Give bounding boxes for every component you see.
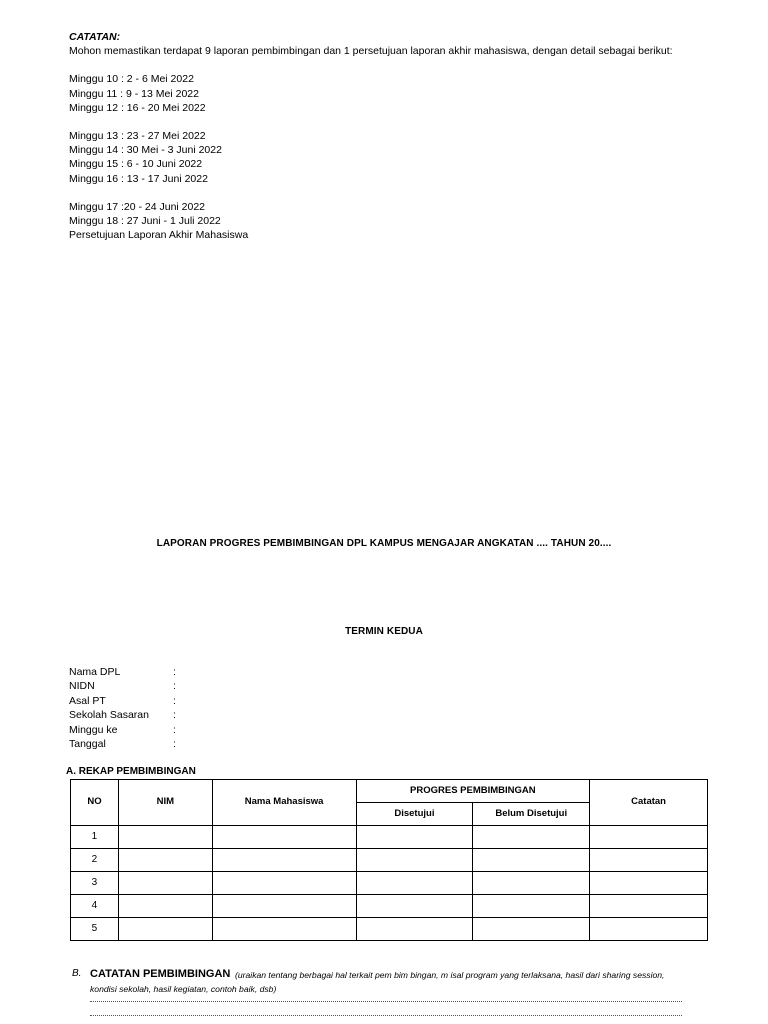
- cell-nama: [212, 872, 356, 895]
- cell-nim: [118, 849, 212, 872]
- week-line: Minggu 10 : 2 - 6 Mei 2022: [69, 73, 194, 86]
- cell-belum: [473, 872, 590, 895]
- cell-nim: [118, 895, 212, 918]
- cell-catatan: [590, 918, 708, 941]
- row-number: 2: [71, 849, 119, 872]
- header-nama-mahasiswa: Nama Mahasiswa: [212, 780, 356, 826]
- cell-catatan: [590, 826, 708, 849]
- rekap-table: [70, 779, 708, 941]
- header-catatan: Catatan: [590, 780, 708, 826]
- cell-catatan: [590, 895, 708, 918]
- table-row: [71, 918, 708, 941]
- field-colon: :: [173, 694, 176, 707]
- cell-belum: [473, 918, 590, 941]
- field-colon: :: [173, 680, 176, 693]
- cell-disetujui: [356, 849, 473, 872]
- row-number: 1: [71, 826, 119, 849]
- field-label: NIDN: [69, 680, 95, 693]
- termin-title: TERMIN KEDUA: [345, 626, 423, 637]
- week-line: Minggu 14 : 30 Mei - 3 Juni 2022: [69, 144, 222, 157]
- row-number: 4: [71, 895, 119, 918]
- notes-intro: Mohon memastikan terdapat 9 laporan pembimbingan dan 1 persetujuan laporan akhir mahasiswa, dengan detail sebagai berikut:: [69, 45, 673, 58]
- field-tanggal: [69, 737, 269, 751]
- field-nidn: [69, 679, 269, 693]
- field-colon: :: [173, 709, 176, 722]
- week-line: Persetujuan Laporan Akhir Mahasiswa: [69, 229, 249, 242]
- field-colon: :: [173, 666, 176, 678]
- notes-block: [69, 30, 729, 242]
- cell-nim: [118, 918, 212, 941]
- cell-nim: [118, 826, 212, 849]
- week-line: Minggu 18 : 27 Juni - 1 Juli 2022: [69, 215, 221, 228]
- section-b-description: (uraikan tentang berbagai hal terkait pem bim bingan, m isal program yang terlaksana, hasil dari sharing session, kondisi sekolah, hasil kegiatan, contoh baik, dsb): [90, 970, 665, 994]
- field-label: Nama DPL: [69, 666, 121, 678]
- cell-disetujui: [356, 895, 473, 918]
- field-nama-dpl: [69, 665, 269, 679]
- cell-disetujui: [356, 872, 473, 895]
- field-label: Minggu ke: [69, 723, 118, 736]
- report-title: LAPORAN PROGRES PEMBIMBINGAN DPL KAMPUS MENGAJAR ANGKATAN .... TAHUN 20....: [156, 538, 612, 549]
- header-nim: NIM: [118, 780, 212, 826]
- cell-nama: [212, 849, 356, 872]
- cell-catatan: [590, 872, 708, 895]
- field-colon: :: [173, 723, 176, 736]
- week-line: Minggu 15 : 6 - 10 Juni 2022: [69, 158, 203, 171]
- dotted-line: [90, 1013, 682, 1016]
- cell-belum: [473, 826, 590, 849]
- field-colon: :: [173, 737, 176, 750]
- cell-belum: [473, 849, 590, 872]
- section-b-title: CATATAN PEMBIMBINGAN: [90, 968, 231, 980]
- table-row: [71, 872, 708, 895]
- field-asal-pt: [69, 694, 269, 708]
- dotted-line: [90, 999, 682, 1002]
- row-number: 5: [71, 918, 119, 941]
- cell-nama: [212, 895, 356, 918]
- week-group-3: [69, 200, 729, 243]
- cell-nama: [212, 826, 356, 849]
- cell-nama: [212, 918, 356, 941]
- field-sekolah-sasaran: [69, 708, 269, 722]
- cell-catatan: [590, 849, 708, 872]
- row-number: 3: [71, 872, 119, 895]
- header-progres: PROGRES PEMBIMBINGAN: [356, 780, 590, 803]
- table-row: [71, 826, 708, 849]
- header-no: NO: [71, 780, 119, 826]
- table-row: [71, 895, 708, 918]
- field-minggu-ke: [69, 723, 269, 737]
- week-line: Minggu 17 :20 - 24 Juni 2022: [69, 200, 206, 213]
- header-belum-disetujui: Belum Disetujui: [473, 803, 590, 826]
- week-line: Minggu 11 : 9 - 13 Mei 2022: [69, 87, 199, 100]
- section-a-title: A. REKAP PEMBIMBINGAN: [66, 766, 196, 777]
- identity-fields: [69, 665, 269, 751]
- cell-disetujui: [356, 826, 473, 849]
- field-label: Tanggal: [69, 737, 106, 750]
- week-group-1: [69, 72, 729, 115]
- cell-belum: [473, 895, 590, 918]
- cell-disetujui: [356, 918, 473, 941]
- field-label: Asal PT: [69, 694, 106, 707]
- notes-heading: CATATAN:: [69, 31, 121, 43]
- table-row: [71, 849, 708, 872]
- cell-nim: [118, 872, 212, 895]
- week-line: Minggu 16 : 13 - 17 Juni 2022: [69, 172, 208, 185]
- field-label: Sekolah Sasaran: [69, 709, 149, 722]
- week-line: Minggu 13 : 23 - 27 Mei 2022: [69, 130, 206, 143]
- week-line: Minggu 12 : 16 - 20 Mei 2022: [69, 101, 206, 114]
- week-group-2: [69, 129, 729, 186]
- section-b-letter: B.: [72, 968, 82, 979]
- header-disetujui: Disetujui: [356, 803, 473, 826]
